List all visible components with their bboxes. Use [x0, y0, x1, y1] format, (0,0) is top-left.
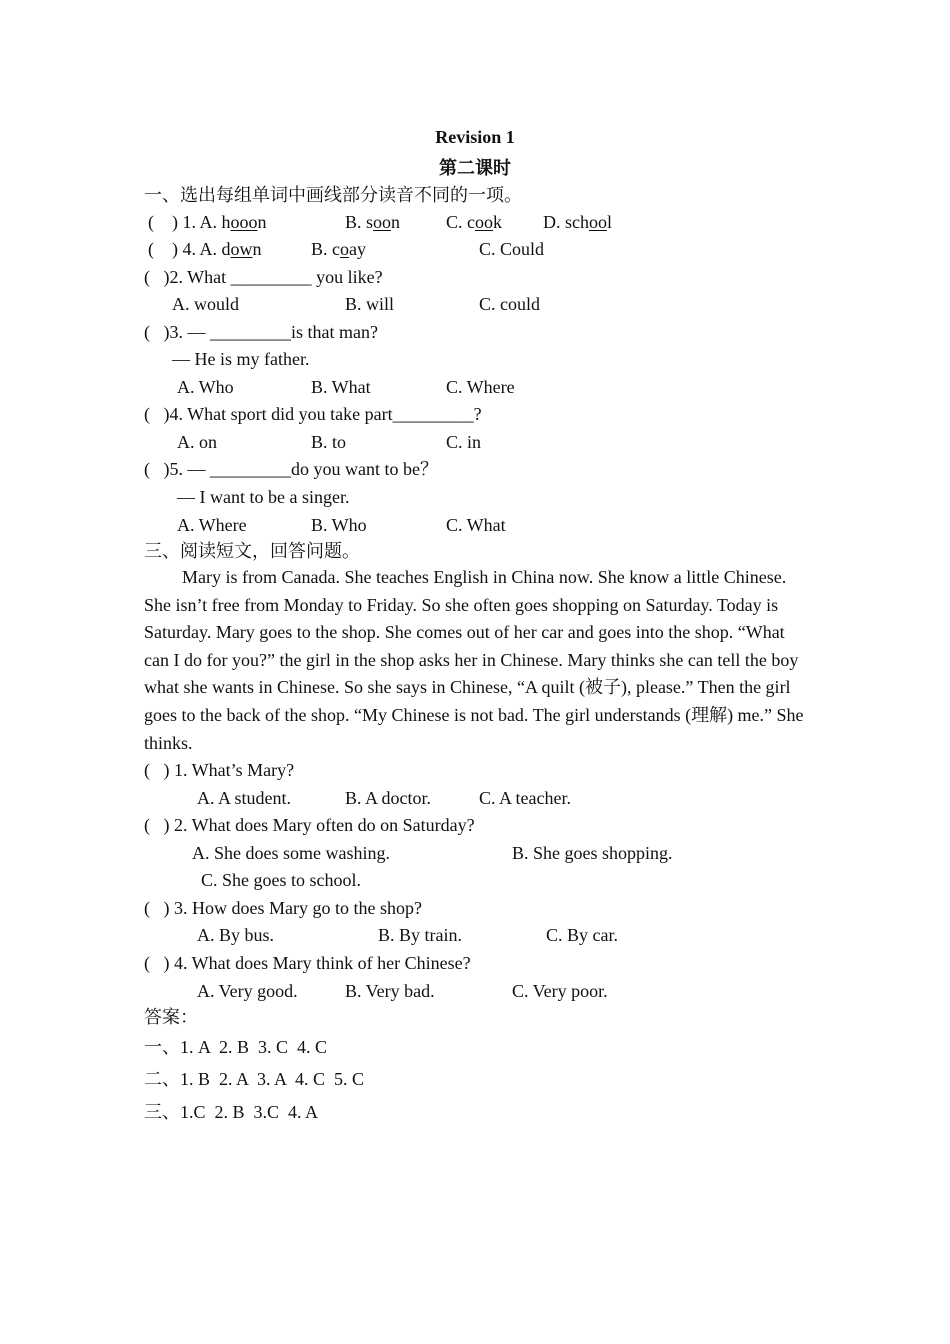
s2-q4-option-a: A. on [177, 432, 217, 452]
s2-q4-option-b: B. to [311, 432, 347, 452]
s2-q3-option-a: A. Who [177, 377, 234, 397]
s3-q1-option-c: C. A teacher. [479, 788, 571, 808]
s2-q3-option-b: B. What [311, 377, 371, 397]
s3-q2-option-b: B. She goes shopping. [512, 843, 673, 863]
s2-q5-option-a: A. Where [177, 515, 247, 535]
s2-q5-option-c: C. What [446, 515, 506, 535]
s3-q3-stem: ( ) 3. How does Mary go to the shop? [144, 898, 422, 918]
section3-heading: 三、阅读短文，回答问题。 [144, 541, 360, 561]
s2-q5-reply: — I want to be a singer. [177, 487, 350, 507]
s2-q5-stem: ( )5. — _________do you want to be？ [144, 459, 438, 479]
s2-q4-stem: ( )4. What sport did you take part_________? [144, 404, 482, 424]
s3-q4-stem: ( ) 4. What does Mary think of her Chinese? [144, 953, 471, 973]
s3-q4-option-c: C. Very poor. [512, 981, 608, 1001]
s1-q1-option-b: B. soon [345, 212, 401, 232]
s3-q4-option-b: B. Very bad. [345, 981, 435, 1001]
s1-q1-option-a: ( ) 1. A. hooon [148, 212, 267, 232]
s2-q2-option-b: B. will [345, 294, 395, 314]
s2-q2-option-a: A. would [172, 294, 239, 314]
s3-q4-option-a: A. Very good. [197, 981, 298, 1001]
section1-heading: 一、选出每组单词中画线部分读音不同的一项。 [144, 185, 522, 205]
s1-q1-option-d: D. school [543, 212, 613, 232]
reading-passage [144, 564, 804, 757]
s3-q1-stem: ( ) 1. What’s Mary? [144, 760, 295, 780]
s3-q3-option-c: C. By car. [546, 925, 618, 945]
s2-q3-reply: — He is my father. [172, 349, 310, 369]
s3-q2-option-c: C. She goes to school. [201, 870, 361, 890]
s2-q5-option-b: B. Who [311, 515, 367, 535]
s1-q4-option-a: ( ) 4. A. down [148, 239, 262, 259]
answers-line-2: 二、1. B 2. A 3. A 4. C 5. C [144, 1069, 365, 1089]
s3-q1-option-a: A. A student. [197, 788, 292, 808]
s3-q1-option-b: B. A doctor. [345, 788, 432, 808]
s1-q4-option-b: B. coay [311, 239, 366, 259]
s3-q3-option-b: B. By train. [378, 925, 462, 945]
passage-text: Mary is from Canada. She teaches English in China now. She know a little Chinese. She isn’t free from Monday to Friday. So she often goes shopping on Saturday. Today is Saturday. Mary goes to the shop. She comes out of her car and goes into the shop. “What can I do for you?” the girl in the shop asks her in Chinese. Mary thinks she can tell the boy what she wants in Chinese. So she says in Chinese, “A quilt (被子), please.” Then the girl goes to the back of the shop. “My Chinese is not bad. The girl understands (理解) me.” She thinks. [144, 567, 804, 753]
s3-q2-stem: ( ) 2. What does Mary often do on Saturday? [144, 815, 475, 835]
answers-line-3: 三、1.C 2. B 3.C 4. A [144, 1102, 319, 1122]
s3-q2-option-a: A. She does some washing. [192, 843, 390, 863]
s2-q2-option-c: C. could [479, 294, 540, 314]
s1-q4-option-c: C. Could [479, 239, 545, 259]
s2-q4-option-c: C. in [446, 432, 482, 452]
s2-q3-option-c: C. Where [446, 377, 515, 397]
answers-line-1: 一、1. A 2. B 3. C 4. C [144, 1037, 328, 1057]
s1-q1-option-c: C. cook [446, 212, 502, 232]
answers-heading: 答案： [144, 1007, 198, 1027]
page-title: Revision 1 [435, 127, 515, 147]
s2-q3-stem: ( )3. — _________is that man? [144, 322, 378, 342]
s3-q3-option-a: A. By bus. [197, 925, 275, 945]
page-subtitle: 第二课时 [439, 158, 511, 178]
s2-q2-stem: ( )2. What _________ you like? [144, 267, 383, 287]
